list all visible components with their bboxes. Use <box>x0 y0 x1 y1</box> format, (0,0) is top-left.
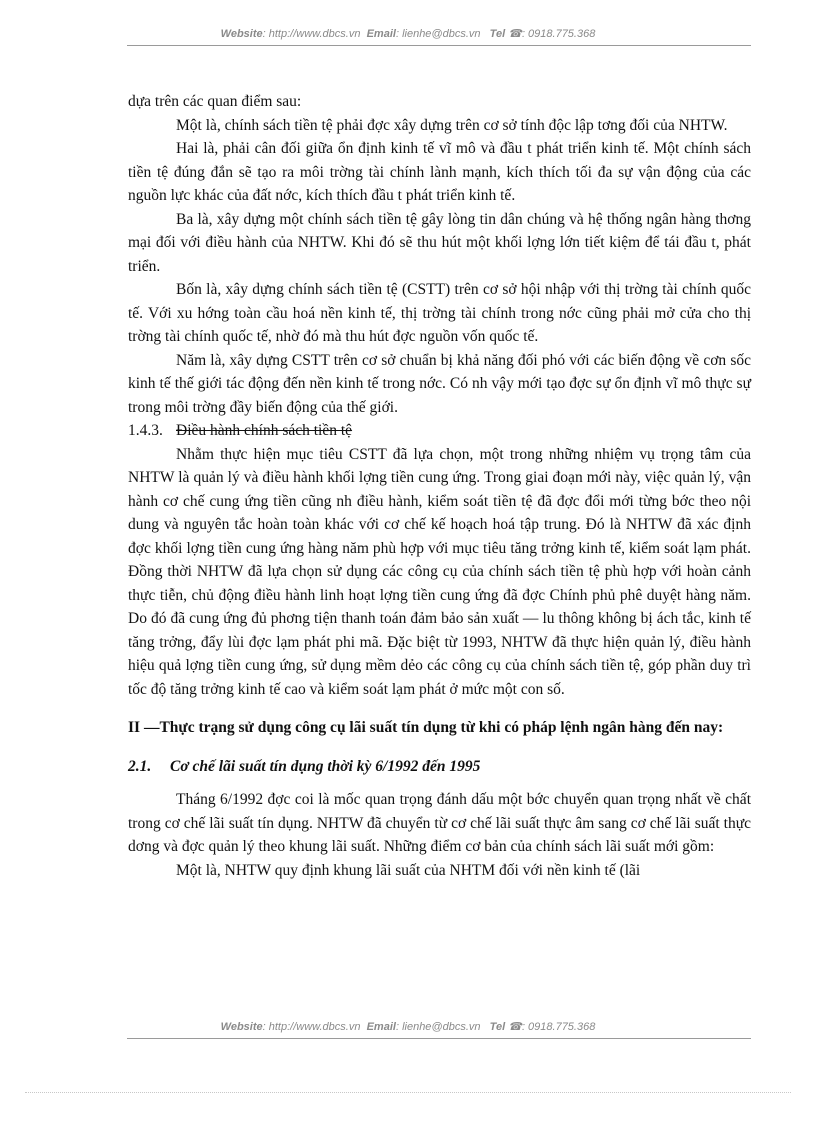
footer-website-value: : http://www.dbcs.vn <box>262 1021 361 1033</box>
footer-website-label: Website <box>220 1021 263 1033</box>
footer-email-label: Email <box>366 1021 396 1033</box>
paragraph-point-2: Hai là, phải cân đối giữa ổn định kinh tế vĩ mô và đầu t phát triển kinh tế. Một chính sách tiền tệ đúng đắn sẽ tạo ra môi trờng tài chính lành mạnh, kích thích tối đa sự vận động của các nguồn lực khác của đất nớc, kích thích đầu t phát triển kinh tế. <box>128 140 751 204</box>
paragraph-monetary-policy: Nhằm thực hiện mục tiêu CSTT đã lựa chọn, một trong những nhiệm vụ trọng tâm của NHTW là quản lý và điều hành khối lợng tiền cung ứng. Trong giai đoạn mới này, việc quản lý, vận hành cơ chế cung ứng tiền cũng nh điều hành, kiểm soát tiền tệ đã đợc đổi mới từng bớc theo nội dung và nguyên tắc hoàn toàn khác với cơ chế kế hoạch hoá tập trung. Đó là NHTW đã xác định đợc khối lợng tiền cung ứng hàng năm phù hợp với mục tiêu tăng trởng kinh tế, kiểm soát lạm phát. Đồng thời NHTW đã lựa chọn sử dụng các công cụ của chính sách tiền tệ phù hợp với hoàn cảnh thực tiễn, chủ động điều hành linh hoạt lợng tiền cung ứng đã đợc Chính phủ phê duyệt hàng năm. Do đó đã cung ứng đủ phơng tiện thanh toán đảm bảo sản xuất — lu thông không bị ách tắc, kinh tế tăng trởng, đẩy lùi đợc lạm phát phi mã. Đặc biệt từ 1993, NHTW đã thực hiện quản lý, điều hành hiệu quả lợng tiền cung ứng, sử dụng mềm dẻo các công cụ của chính sách tiền tệ, góp phần duy trì tốc độ tăng trởng kinh tế cao và kiểm soát lạm phát ở mức một con số. <box>128 445 751 698</box>
phone-icon: ☎ <box>508 1021 522 1033</box>
paragraph-intro: dựa trên các quan điểm sau: <box>128 93 302 110</box>
header-tel-label: Tel <box>489 28 506 40</box>
page-break-line <box>25 1092 791 1093</box>
page-header <box>0 27 816 40</box>
phone-icon: ☎ <box>508 28 522 40</box>
paragraph-point-5: Năm là, xây dựng CSTT trên cơ sở chuẩn bị khả năng đối phó với các biến động về cơn sốc kinh tế thế giới tác động đến nền kinh tế trong nớc. Có nh vậy mới tạo đợc sự ổn định vĩ mô thực sự trong môi trờng đầy biến động của thế giới. <box>128 351 751 416</box>
section-heading-143 <box>128 419 751 443</box>
paragraph-point-1-rates: Một là, NHTW quy định khung lãi suất của NHTM đối với nền kinh tế (lãi <box>176 861 641 879</box>
page-footer <box>0 1020 816 1033</box>
paragraph-point-4: Bốn là, xây dựng chính sách tiền tệ (CSTT) trên cơ sở hội nhập với thị trờng tài chính quốc tế. Với xu hớng toàn cầu hoá nền kinh tế, thị trờng tài chính trong nớc cũng phải mở cửa cho thị trờng tài chính quốc tế, nhờ đó mà thu hút đợc nguồn vốn quốc tế. <box>128 281 751 345</box>
section-title: Điều hành chính sách tiền tệ <box>176 422 353 439</box>
footer-email-value: : lienhe@dbcs.vn <box>395 1021 481 1033</box>
header-website-label: Website <box>220 28 263 40</box>
header-divider <box>127 45 751 46</box>
header-email-label: Email <box>366 28 396 40</box>
header-tel-value: : 0918.775.368 <box>521 28 596 40</box>
document-body <box>128 90 751 882</box>
footer-divider <box>127 1038 751 1039</box>
paragraph-point-1: Một là, chính sách tiền tệ phải đợc xây dựng trên cơ sở tính độc lập tơng đối của NHTW. <box>176 116 728 134</box>
header-website-value: : http://www.dbcs.vn <box>262 28 361 40</box>
header-email-value: : lienhe@dbcs.vn <box>395 28 481 40</box>
section-title: Cơ chế lãi suất tín dụng thời kỳ 6/1992 đến 1995 <box>170 757 481 775</box>
paragraph-june-1992: Tháng 6/1992 đợc coi là mốc quan trọng đánh dấu một bớc chuyển quan trọng nhất về chất trong cơ chế lãi suất tín dụng. NHTW đã chuyển từ cơ chế lãi suất thực âm sang cơ chế lãi suất thực dơng và đợc quản lý theo khung lãi suất. Những điểm cơ bản của chính sách lãi suất mới gồm: <box>128 791 751 855</box>
paragraph-point-3: Ba là, xây dựng một chính sách tiền tệ gây lòng tin dân chúng và hệ thống ngân hàng thơng mại đối với điều hành của NHTW. Khi đó sẽ thu hút một khối lợng lớn tiết kiệm để tái đầu t, phát triển. <box>128 210 751 275</box>
footer-tel-label: Tel <box>489 1021 506 1033</box>
footer-tel-value: : 0918.775.368 <box>521 1021 596 1033</box>
section-heading-21 <box>128 755 751 779</box>
section-number: 2.1. <box>128 757 152 775</box>
section-number: 1.4.3. <box>128 422 163 439</box>
chapter-heading-II: II —Thực trạng sử dụng công cụ lãi suất tín dụng từ khi có pháp lệnh ngân hàng đến nay: <box>128 719 724 736</box>
